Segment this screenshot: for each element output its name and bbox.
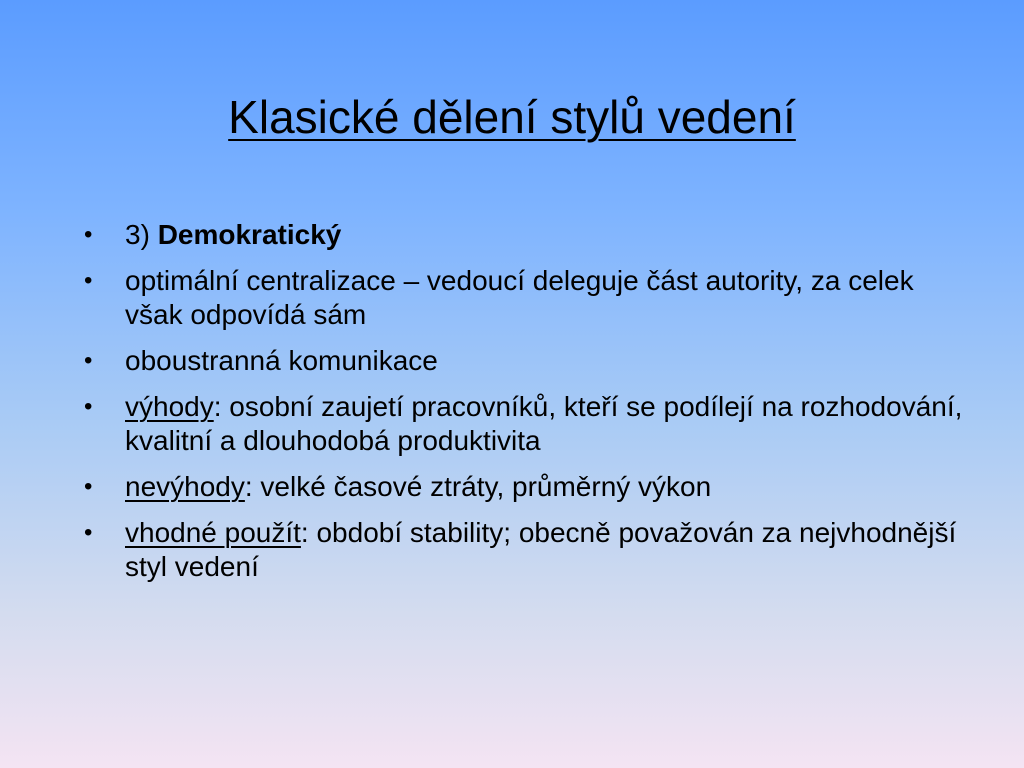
bullet-item-suitable-use	[84, 516, 964, 584]
bullet-item-communication	[84, 344, 964, 378]
bullet-icon: •	[84, 221, 93, 248]
slide-title: Klasické dělení stylů vedení	[228, 91, 796, 143]
bullet-icon: •	[84, 347, 93, 374]
bullet-icon: •	[84, 393, 93, 420]
bullet-icon: •	[84, 267, 93, 294]
leadership-style-name: Demokratický	[157, 219, 342, 250]
bullet-item-style	[84, 218, 964, 252]
bullet-prefix: 3)	[125, 219, 158, 250]
bullet-item-disadvantages	[84, 470, 964, 504]
bullet-list	[84, 218, 964, 596]
bullet-text: : období stability; obecně považován za nejvhodnější styl vedení	[125, 517, 957, 582]
disadvantages-label: nevýhody	[125, 471, 245, 502]
bullet-text: : osobní zaujetí pracovníků, kteří se podílejí na rozhodování, kvalitní a dlouhodobá produktivita	[125, 391, 963, 456]
suitable-use-label: vhodné použít	[125, 517, 301, 548]
bullet-text: oboustranná komunikace	[125, 345, 438, 376]
bullet-icon: •	[84, 473, 93, 500]
bullet-icon: •	[84, 519, 93, 546]
bullet-text: : velké časové ztráty, průměrný výkon	[244, 471, 712, 502]
bullet-text: optimální centralizace – vedoucí deleguje část autority, za celek však odpovídá sám	[125, 265, 914, 330]
advantages-label: výhody	[125, 391, 214, 422]
bullet-item-centralization	[84, 264, 964, 332]
bullet-item-advantages	[84, 390, 964, 458]
